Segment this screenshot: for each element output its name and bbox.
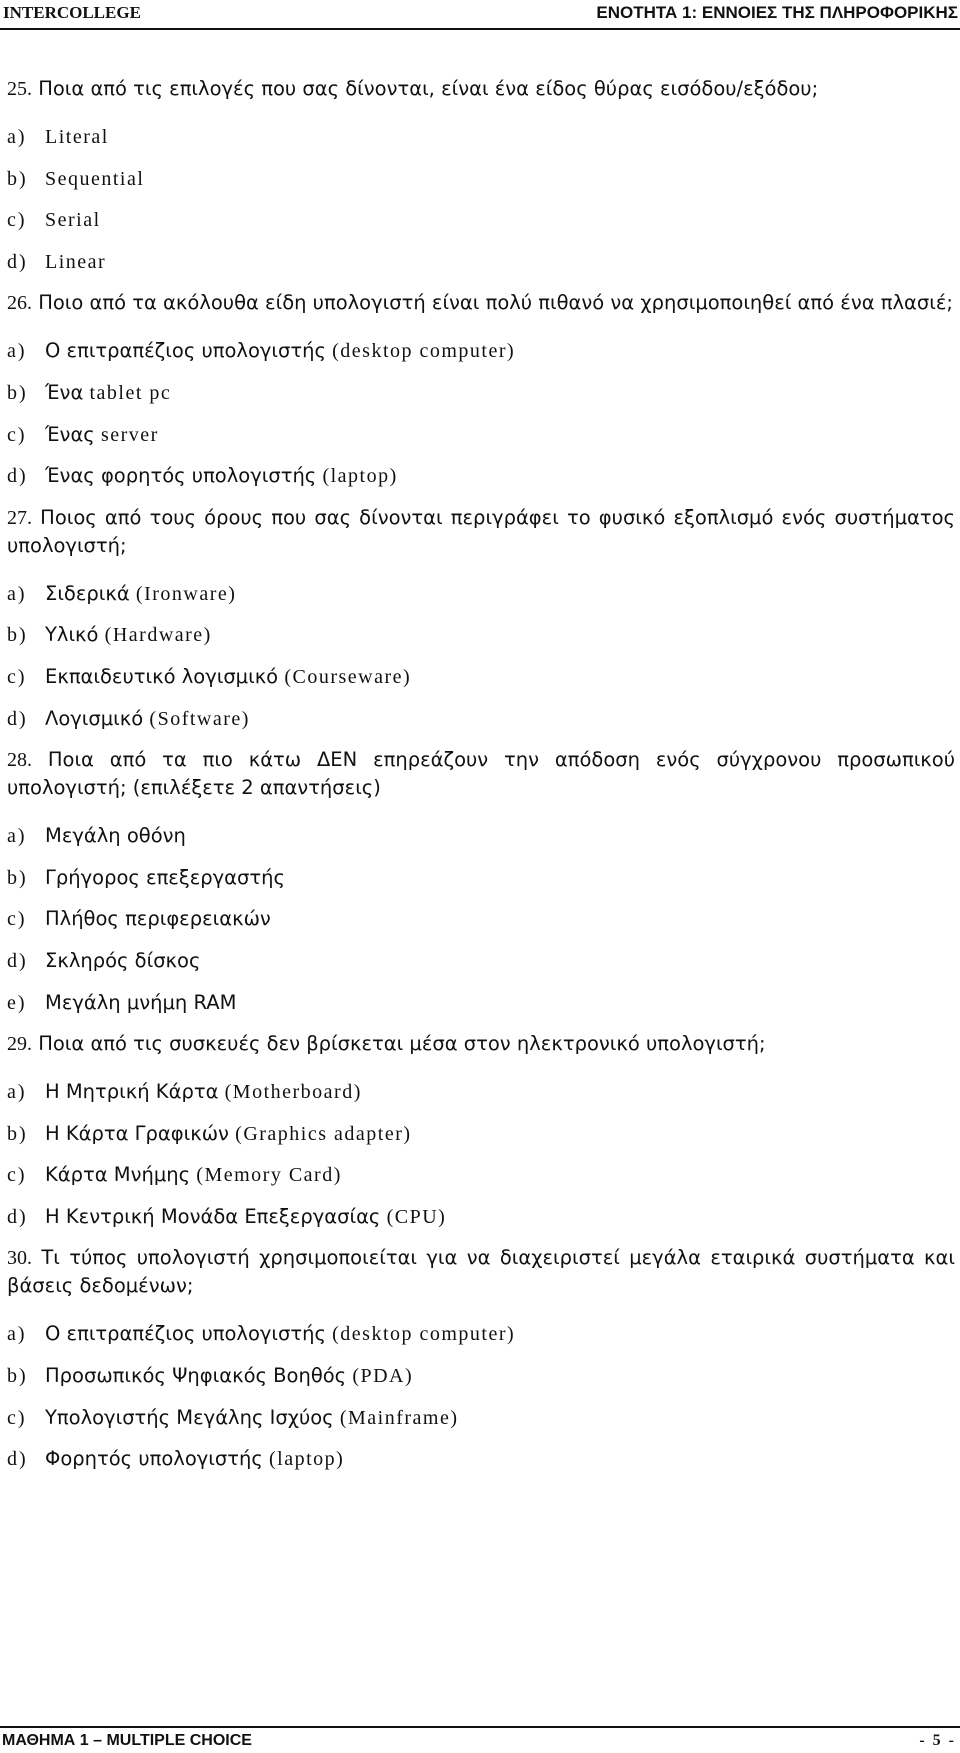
- answer-options: [7, 822, 955, 1016]
- option-letter: a): [7, 825, 27, 848]
- answer-option: [7, 989, 955, 1017]
- question-text: [7, 289, 955, 317]
- answer-options: [7, 580, 955, 733]
- option-text: [45, 621, 212, 649]
- answer-option: [7, 947, 955, 975]
- footer-lesson-title: ΜΑΘΗΜΑ 1 – MULTIPLE CHOICE: [2, 1732, 252, 1749]
- option-text: [45, 165, 144, 193]
- option-text-latin: (Hardware): [104, 624, 212, 647]
- option-text-greek: Η Μητρική Κάρτα: [45, 1080, 225, 1104]
- answer-option: [7, 822, 955, 850]
- option-text-greek: Υπολογιστής Μεγάλης Ισχύος: [45, 1405, 340, 1429]
- page-footer: [0, 1726, 960, 1753]
- option-text: [45, 947, 200, 975]
- option-text-latin: Literal: [45, 126, 109, 148]
- question-list: [7, 75, 955, 1487]
- question-text: [7, 504, 955, 560]
- option-text-latin: (desktop computer): [332, 1323, 516, 1346]
- answer-option: [7, 580, 955, 608]
- option-text-latin: (Mainframe): [339, 1406, 459, 1429]
- option-text: [45, 864, 285, 892]
- option-letter: a): [7, 1323, 27, 1346]
- option-text-greek: Μεγάλη μνήμη RAM: [45, 990, 237, 1014]
- answer-option: [7, 1120, 955, 1148]
- option-text: [45, 705, 250, 733]
- answer-option: [7, 206, 955, 234]
- option-text-greek: Η Κάρτα Γραφικών: [45, 1121, 236, 1145]
- option-text-greek: Πλήθος περιφερειακών: [45, 907, 271, 931]
- option-letter: b): [7, 381, 28, 404]
- option-text-greek: Σιδερικά: [45, 581, 136, 605]
- option-text-greek: Προσωπικός Ψηφιακός Βοηθός: [45, 1364, 353, 1388]
- option-text-latin: (Graphics adapter): [235, 1122, 412, 1145]
- option-text: [45, 1161, 342, 1189]
- answer-option: [7, 621, 955, 649]
- answer-option: [7, 379, 955, 407]
- question-number: 29.: [7, 1033, 32, 1056]
- option-letter: e): [7, 991, 27, 1014]
- option-text: [45, 337, 515, 365]
- option-text-greek: Η Κεντρική Μονάδα Επεξεργασίας: [45, 1204, 387, 1228]
- option-text-greek: Ένας: [45, 422, 101, 446]
- question-prompt: Τι τύπος υπολογιστή χρησιμοποιείται για να διαχειριστεί μεγάλα εταιρικά συστήματα και βάσεις δεδομένων;: [7, 1246, 955, 1298]
- option-text: [45, 1445, 344, 1473]
- question-prompt: Ποια από τις συσκευές δεν βρίσκεται μέσα στον ηλεκτρονικό υπολογιστή;: [38, 1032, 766, 1056]
- option-letter: d): [7, 250, 28, 273]
- answer-option: [7, 1445, 955, 1473]
- answer-option: [7, 705, 955, 733]
- option-text-greek: Ο επιτραπέζιος υπολογιστής: [45, 339, 333, 363]
- option-text-latin: (CPU): [386, 1205, 447, 1228]
- option-text-latin: Sequential: [45, 167, 145, 190]
- answer-option: [7, 663, 955, 691]
- question-number: 28.: [7, 749, 32, 772]
- option-letter: d): [7, 949, 28, 972]
- answer-option: [7, 248, 955, 276]
- question-prompt: Ποια από τα πιο κάτω ΔΕΝ επηρεάζουν την απόδοση ενός σύγχρονου προσωπικού υπολογιστή; (επιλέξετε 2 απαντήσεις): [7, 748, 955, 800]
- option-text-latin: (PDA): [352, 1365, 414, 1388]
- answer-options: [7, 123, 955, 276]
- option-text: [45, 1078, 362, 1106]
- option-text: [45, 822, 186, 850]
- answer-option: [7, 1203, 955, 1231]
- option-text-latin: Linear: [45, 250, 107, 273]
- option-letter: d): [7, 707, 28, 730]
- option-letter: b): [7, 167, 28, 190]
- option-text-latin: (Memory Card): [196, 1164, 342, 1187]
- answer-option: [7, 1078, 955, 1106]
- option-text: [45, 663, 411, 691]
- option-letter: b): [7, 1122, 28, 1145]
- answer-option: [7, 1362, 955, 1390]
- question-27: [7, 504, 955, 733]
- option-text-greek: Φορητός υπολογιστής: [45, 1447, 269, 1471]
- option-text: [45, 580, 236, 608]
- option-text-latin: (laptop): [269, 1448, 345, 1471]
- answer-option: [7, 165, 955, 193]
- option-text: [45, 1320, 515, 1348]
- question-text: [7, 1030, 955, 1058]
- option-letter: a): [7, 340, 27, 363]
- option-letter: a): [7, 1081, 27, 1104]
- page-number: - 5 -: [919, 1732, 956, 1749]
- question-number: 25.: [7, 78, 32, 100]
- option-text: [45, 989, 236, 1017]
- option-letter: a): [7, 126, 27, 148]
- option-text: [45, 421, 159, 449]
- option-text: [45, 1362, 413, 1390]
- option-text-latin: server: [100, 423, 159, 446]
- option-text-greek: Κάρτα Μνήμης: [45, 1163, 197, 1187]
- question-prompt: Ποιος από τους όρους που σας δίνονται περιγράφει το φυσικό εξοπλισμό ενός συστήματος υπολογιστή;: [7, 505, 955, 557]
- option-text-latin: (Ironware): [135, 582, 237, 605]
- question-prompt: Ποιο από τα ακόλουθα είδη υπολογιστή είναι πολύ πιθανό να χρησιμοποιηθεί από ένα πλασιέ;: [38, 291, 953, 315]
- question-25: [7, 75, 955, 276]
- question-29: [7, 1030, 955, 1231]
- option-text-greek: Σκληρός δίσκος: [45, 948, 201, 972]
- question-text: [7, 1244, 955, 1300]
- option-letter: b): [7, 1365, 28, 1388]
- option-text-greek: Υλικό: [45, 623, 105, 647]
- option-text-latin: Serial: [45, 209, 101, 232]
- question-prompt: Ποια από τις επιλογές που σας δίνονται, είναι ένα είδος θύρας εισόδου/εξόδου;: [38, 77, 819, 100]
- answer-options: [7, 1078, 955, 1231]
- option-text-greek: Εκπαιδευτικό λογισμικό: [45, 664, 285, 688]
- header-section-title: ΕΝΟΤΗΤΑ 1: ΕΝΝΟΙΕΣ ΤΗΣ ΠΛΗΡΟΦΟΡΙΚΗΣ: [596, 3, 958, 22]
- option-letter: c): [7, 209, 27, 232]
- option-letter: d): [7, 1448, 28, 1471]
- option-text-latin: (laptop): [322, 465, 398, 488]
- option-text: [45, 379, 171, 407]
- answer-option: [7, 1320, 955, 1348]
- option-text-latin: (Software): [149, 707, 250, 730]
- answer-option: [7, 1404, 955, 1432]
- option-text-latin: (Courseware): [284, 665, 412, 688]
- option-text-greek: Ένας φορητός υπολογιστής: [45, 464, 323, 488]
- option-text-greek: Γρήγορος επεξεργαστής: [45, 865, 285, 889]
- option-text: [45, 1404, 459, 1432]
- option-text-latin: tablet pc: [89, 381, 172, 404]
- question-text: [7, 746, 955, 802]
- option-text-greek: Ένα: [45, 380, 90, 404]
- answer-option: [7, 123, 955, 151]
- option-letter: d): [7, 465, 28, 488]
- option-text: [45, 1203, 446, 1231]
- option-text-latin: (desktop computer): [332, 340, 516, 363]
- option-letter: c): [7, 908, 27, 931]
- option-letter: d): [7, 1205, 28, 1228]
- answer-options: [7, 1320, 955, 1473]
- option-letter: c): [7, 665, 27, 688]
- option-text-greek: Λογισμικό: [45, 706, 150, 730]
- option-text: [45, 1120, 412, 1148]
- option-text: [45, 123, 109, 151]
- question-30: [7, 1244, 955, 1473]
- option-letter: b): [7, 624, 28, 647]
- answer-option: [7, 337, 955, 365]
- question-26: [7, 289, 955, 490]
- question-number: 30.: [7, 1247, 32, 1270]
- answer-option: [7, 1161, 955, 1189]
- answer-option: [7, 905, 955, 933]
- answer-options: [7, 337, 955, 490]
- answer-option: [7, 421, 955, 449]
- answer-option: [7, 864, 955, 892]
- question-28: [7, 746, 955, 1016]
- question-number: 27.: [7, 506, 32, 529]
- option-text: [45, 248, 106, 276]
- header-institution: INTERCOLLEGE: [3, 3, 141, 22]
- option-letter: c): [7, 1406, 27, 1429]
- answer-option: [7, 462, 955, 490]
- option-letter: c): [7, 423, 27, 446]
- page-header: [0, 0, 960, 30]
- option-text: [45, 905, 271, 933]
- option-text-greek: Ο επιτραπέζιος υπολογιστής: [45, 1322, 333, 1346]
- option-letter: a): [7, 582, 27, 605]
- option-text: [45, 462, 398, 490]
- option-text-latin: (Motherboard): [224, 1081, 362, 1104]
- option-text: [45, 206, 101, 234]
- option-letter: c): [7, 1164, 27, 1187]
- question-text: [7, 75, 955, 103]
- option-text-greek: Μεγάλη οθόνη: [45, 824, 186, 848]
- question-number: 26.: [7, 292, 32, 315]
- option-letter: b): [7, 866, 28, 889]
